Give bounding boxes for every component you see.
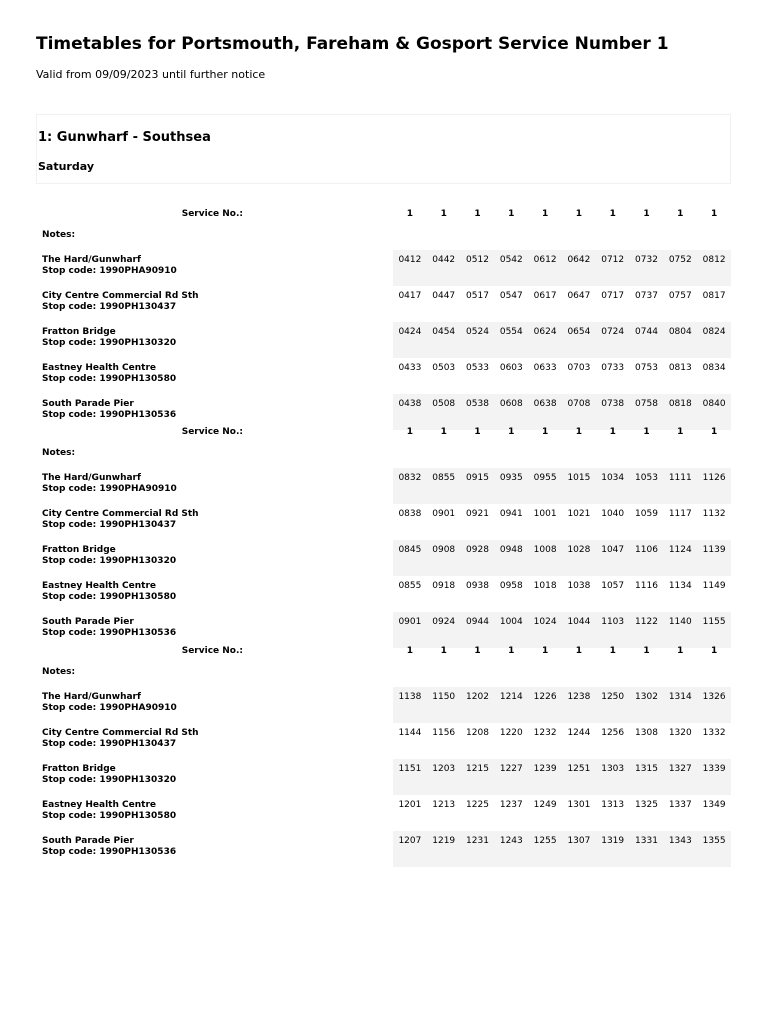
day-label: Saturday xyxy=(38,160,94,173)
departure-time: 0708 xyxy=(562,394,596,430)
departure-time: 0647 xyxy=(562,286,596,322)
departure-time: 0941 xyxy=(494,504,528,540)
departure-time: 1015 xyxy=(562,468,596,504)
departure-time: 1057 xyxy=(596,576,630,612)
departure-time: 1255 xyxy=(528,831,562,867)
stop-cell xyxy=(36,358,393,394)
service-number: 1 xyxy=(440,646,447,656)
departure-time: 1301 xyxy=(562,795,596,831)
departure-time: 0612 xyxy=(528,250,562,286)
stop-code: Stop code: 1990PH130580 xyxy=(42,374,177,384)
stop-name: City Centre Commercial Rd Sth xyxy=(42,509,199,519)
departure-time: 0944 xyxy=(461,612,495,648)
departure-time: 1238 xyxy=(562,687,596,723)
service-number: 1 xyxy=(541,427,549,437)
service-number: 1 xyxy=(406,646,414,656)
departure-time: 0508 xyxy=(427,394,461,430)
departure-time: 1307 xyxy=(562,831,596,867)
departure-time: 1215 xyxy=(461,759,495,795)
service-number: 1 xyxy=(677,646,684,656)
service-number: 1 xyxy=(508,209,515,219)
departure-time: 0818 xyxy=(663,394,697,430)
stop-name: Fratton Bridge xyxy=(42,764,116,774)
stop-name: South Parade Pier xyxy=(42,617,134,627)
departure-time: 1024 xyxy=(528,612,562,648)
stop-code: Stop code: 1990PH130320 xyxy=(42,338,177,348)
departure-time: 0832 xyxy=(393,468,427,504)
stop-code: Stop code: 1990PH130320 xyxy=(42,775,177,785)
departure-time: 0855 xyxy=(427,468,461,504)
stop-name: South Parade Pier xyxy=(42,836,134,846)
stop-name: Fratton Bridge xyxy=(42,327,116,337)
stop-code: Stop code: 1990PH130536 xyxy=(42,847,177,857)
departure-time: 0608 xyxy=(494,394,528,430)
departure-time: 1044 xyxy=(562,612,596,648)
departure-time: 1332 xyxy=(697,723,731,759)
departure-time: 1251 xyxy=(562,759,596,795)
departure-time: 0638 xyxy=(528,394,562,430)
stop-name: Eastney Health Centre xyxy=(42,581,156,591)
stop-cell xyxy=(36,322,393,358)
departure-time: 0538 xyxy=(461,394,495,430)
departure-time: 1207 xyxy=(393,831,427,867)
stop-row xyxy=(36,322,731,358)
stop-row xyxy=(36,394,731,430)
departure-time: 1144 xyxy=(393,723,427,759)
departure-time: 0724 xyxy=(596,322,630,358)
departure-time: 0717 xyxy=(596,286,630,322)
stop-row xyxy=(36,831,731,867)
stop-code: Stop code: 1990PH130437 xyxy=(42,739,177,749)
departure-time: 0547 xyxy=(494,286,528,322)
departure-time: 0424 xyxy=(393,322,427,358)
notes-label: Notes: xyxy=(42,230,76,240)
service-no-label: Service No.: xyxy=(181,209,244,219)
stop-name: Eastney Health Centre xyxy=(42,800,156,810)
notes-row xyxy=(36,667,731,687)
service-number: 1 xyxy=(710,427,718,437)
stop-cell xyxy=(36,576,393,612)
service-number: 1 xyxy=(677,427,684,437)
departure-time: 0838 xyxy=(393,504,427,540)
departure-time: 0958 xyxy=(494,576,528,612)
departure-time: 1213 xyxy=(427,795,461,831)
departure-time: 0901 xyxy=(427,504,461,540)
stop-code: Stop code: 1990PH130437 xyxy=(42,302,177,312)
departure-time: 0824 xyxy=(697,322,731,358)
timetable xyxy=(36,646,731,867)
departure-time: 0417 xyxy=(393,286,427,322)
stop-name: City Centre Commercial Rd Sth xyxy=(42,728,199,738)
departure-time: 0753 xyxy=(630,358,664,394)
departure-time: 0758 xyxy=(630,394,664,430)
departure-time: 0732 xyxy=(630,250,664,286)
notes-label: Notes: xyxy=(42,667,76,677)
timetable xyxy=(36,427,731,648)
departure-time: 0438 xyxy=(393,394,427,430)
departure-time: 1219 xyxy=(427,831,461,867)
departure-time: 1122 xyxy=(630,612,664,648)
stop-code: Stop code: 1990PH130536 xyxy=(42,628,177,638)
stop-row xyxy=(36,358,731,394)
stop-code: Stop code: 1990PH130320 xyxy=(42,556,177,566)
service-number: 1 xyxy=(609,646,616,656)
departure-time: 0703 xyxy=(562,358,596,394)
service-number: 1 xyxy=(440,427,447,437)
departure-time: 0955 xyxy=(528,468,562,504)
service-number: 1 xyxy=(575,209,583,219)
departure-time: 1124 xyxy=(663,540,697,576)
departure-time: 0617 xyxy=(528,286,562,322)
departure-time: 0935 xyxy=(494,468,528,504)
stop-row xyxy=(36,612,731,648)
departure-time: 0752 xyxy=(663,250,697,286)
departure-time: 1232 xyxy=(528,723,562,759)
departure-time: 0454 xyxy=(427,322,461,358)
stop-name: Fratton Bridge xyxy=(42,545,116,555)
departure-time: 1117 xyxy=(663,504,697,540)
stop-name: City Centre Commercial Rd Sth xyxy=(42,291,199,301)
departure-time: 1239 xyxy=(528,759,562,795)
service-number: 1 xyxy=(440,209,447,219)
departure-time: 1139 xyxy=(697,540,731,576)
departure-time: 0624 xyxy=(528,322,562,358)
departure-time: 1355 xyxy=(697,831,731,867)
departure-time: 1028 xyxy=(562,540,596,576)
departure-time: 1220 xyxy=(494,723,528,759)
departure-time: 0433 xyxy=(393,358,427,394)
service-number: 1 xyxy=(474,427,481,437)
departure-time: 0924 xyxy=(427,612,461,648)
departure-time: 0512 xyxy=(461,250,495,286)
departure-time: 1313 xyxy=(596,795,630,831)
route-name: 1: Gunwharf - Southsea xyxy=(38,130,211,145)
stop-code: Stop code: 1990PHA90910 xyxy=(42,484,177,494)
departure-time: 1314 xyxy=(663,687,697,723)
departure-time: 0642 xyxy=(562,250,596,286)
departure-time: 1237 xyxy=(494,795,528,831)
stop-cell xyxy=(36,250,393,286)
stop-cell xyxy=(36,468,393,504)
departure-time: 1106 xyxy=(630,540,664,576)
departure-time: 1021 xyxy=(562,504,596,540)
timetable xyxy=(36,209,731,430)
departure-time: 1227 xyxy=(494,759,528,795)
stop-row xyxy=(36,723,731,759)
departure-time: 1315 xyxy=(630,759,664,795)
departure-time: 0744 xyxy=(630,322,664,358)
departure-time: 1138 xyxy=(393,687,427,723)
departure-time: 0503 xyxy=(427,358,461,394)
stop-code: Stop code: 1990PH130536 xyxy=(42,410,177,420)
departure-time: 1249 xyxy=(528,795,562,831)
service-number: 1 xyxy=(643,646,650,656)
departure-time: 1225 xyxy=(461,795,495,831)
departure-time: 1001 xyxy=(528,504,562,540)
departure-time: 0915 xyxy=(461,468,495,504)
departure-time: 0733 xyxy=(596,358,630,394)
route-header xyxy=(36,114,731,184)
service-number: 1 xyxy=(643,209,650,219)
departure-time: 1150 xyxy=(427,687,461,723)
departure-time: 0524 xyxy=(461,322,495,358)
departure-time: 1132 xyxy=(697,504,731,540)
departure-time: 0542 xyxy=(494,250,528,286)
page-title: Timetables for Portsmouth, Fareham & Gosport Service Number 1 xyxy=(36,34,669,54)
stop-row xyxy=(36,576,731,612)
departure-time: 1208 xyxy=(461,723,495,759)
departure-time: 1231 xyxy=(461,831,495,867)
departure-time: 0845 xyxy=(393,540,427,576)
departure-time: 0712 xyxy=(596,250,630,286)
departure-time: 1244 xyxy=(562,723,596,759)
departure-time: 1111 xyxy=(663,468,697,504)
stop-name: The Hard/Gunwharf xyxy=(42,692,141,702)
departure-time: 1116 xyxy=(630,576,664,612)
departure-time: 0654 xyxy=(562,322,596,358)
stop-cell xyxy=(36,540,393,576)
departure-time: 1004 xyxy=(494,612,528,648)
departure-time: 1018 xyxy=(528,576,562,612)
departure-time: 0738 xyxy=(596,394,630,430)
stop-code: Stop code: 1990PH130580 xyxy=(42,811,177,821)
departure-time: 0901 xyxy=(393,612,427,648)
departure-time: 0813 xyxy=(663,358,697,394)
stop-row xyxy=(36,795,731,831)
departure-time: 0812 xyxy=(697,250,731,286)
service-number: 1 xyxy=(406,209,414,219)
departure-time: 1059 xyxy=(630,504,664,540)
departure-time: 1343 xyxy=(663,831,697,867)
validity-notice: Valid from 09/09/2023 until further notice xyxy=(36,68,266,81)
service-no-label: Service No.: xyxy=(181,646,244,656)
notes-label: Notes: xyxy=(42,448,76,458)
stop-code: Stop code: 1990PH130580 xyxy=(42,592,177,602)
departure-time: 1203 xyxy=(427,759,461,795)
service-number-row xyxy=(36,646,731,667)
departure-time: 0928 xyxy=(461,540,495,576)
service-number: 1 xyxy=(710,209,718,219)
departure-time: 1302 xyxy=(630,687,664,723)
departure-time: 0603 xyxy=(494,358,528,394)
service-number: 1 xyxy=(508,646,515,656)
stop-cell xyxy=(36,831,393,867)
stop-name: South Parade Pier xyxy=(42,399,134,409)
departure-time: 1201 xyxy=(393,795,427,831)
stop-row xyxy=(36,504,731,540)
departure-time: 1156 xyxy=(427,723,461,759)
departure-time: 1325 xyxy=(630,795,664,831)
service-number: 1 xyxy=(508,427,515,437)
departure-time: 1226 xyxy=(528,687,562,723)
service-number: 1 xyxy=(406,427,414,437)
stop-cell xyxy=(36,759,393,795)
departure-time: 0855 xyxy=(393,576,427,612)
stop-cell xyxy=(36,723,393,759)
departure-time: 1047 xyxy=(596,540,630,576)
notes-row xyxy=(36,230,731,250)
stop-row xyxy=(36,286,731,322)
departure-time: 0533 xyxy=(461,358,495,394)
departure-time: 0834 xyxy=(697,358,731,394)
departure-time: 1140 xyxy=(663,612,697,648)
service-number: 1 xyxy=(575,646,583,656)
departure-time: 0817 xyxy=(697,286,731,322)
departure-time: 1349 xyxy=(697,795,731,831)
service-number: 1 xyxy=(643,427,650,437)
departure-time: 0757 xyxy=(663,286,697,322)
stop-row xyxy=(36,540,731,576)
service-number-row xyxy=(36,209,731,230)
stop-code: Stop code: 1990PHA90910 xyxy=(42,266,177,276)
departure-time: 0908 xyxy=(427,540,461,576)
stop-cell xyxy=(36,795,393,831)
departure-time: 1339 xyxy=(697,759,731,795)
departure-time: 0447 xyxy=(427,286,461,322)
departure-time: 0840 xyxy=(697,394,731,430)
departure-time: 0921 xyxy=(461,504,495,540)
stop-name: The Hard/Gunwharf xyxy=(42,255,141,265)
departure-time: 1243 xyxy=(494,831,528,867)
departure-time: 1326 xyxy=(697,687,731,723)
service-number: 1 xyxy=(710,646,718,656)
departure-time: 1040 xyxy=(596,504,630,540)
departure-time: 1034 xyxy=(596,468,630,504)
departure-time: 1202 xyxy=(461,687,495,723)
departure-time: 1155 xyxy=(697,612,731,648)
departure-time: 1337 xyxy=(663,795,697,831)
service-number: 1 xyxy=(474,209,481,219)
departure-time: 0948 xyxy=(494,540,528,576)
stop-cell xyxy=(36,286,393,322)
departure-time: 1134 xyxy=(663,576,697,612)
departure-time: 1149 xyxy=(697,576,731,612)
departure-time: 1303 xyxy=(596,759,630,795)
departure-time: 1151 xyxy=(393,759,427,795)
stop-code: Stop code: 1990PHA90910 xyxy=(42,703,177,713)
notes-row xyxy=(36,448,731,468)
service-no-label: Service No.: xyxy=(181,427,244,437)
stop-cell xyxy=(36,394,393,430)
stop-cell xyxy=(36,504,393,540)
service-number: 1 xyxy=(609,209,616,219)
departure-time: 0633 xyxy=(528,358,562,394)
stop-code: Stop code: 1990PH130437 xyxy=(42,520,177,530)
departure-time: 1126 xyxy=(697,468,731,504)
stop-cell xyxy=(36,612,393,648)
stop-row xyxy=(36,759,731,795)
departure-time: 1319 xyxy=(596,831,630,867)
departure-time: 1038 xyxy=(562,576,596,612)
service-number: 1 xyxy=(474,646,481,656)
departure-time: 1308 xyxy=(630,723,664,759)
service-number: 1 xyxy=(541,646,549,656)
stop-row xyxy=(36,468,731,504)
departure-time: 0517 xyxy=(461,286,495,322)
stop-cell xyxy=(36,687,393,723)
departure-time: 0554 xyxy=(494,322,528,358)
stop-name: The Hard/Gunwharf xyxy=(42,473,141,483)
departure-time: 0737 xyxy=(630,286,664,322)
departure-time: 1327 xyxy=(663,759,697,795)
departure-time: 0442 xyxy=(427,250,461,286)
service-number: 1 xyxy=(609,427,616,437)
departure-time: 0412 xyxy=(393,250,427,286)
service-number: 1 xyxy=(575,427,583,437)
departure-time: 1103 xyxy=(596,612,630,648)
service-number: 1 xyxy=(677,209,684,219)
departure-time: 1214 xyxy=(494,687,528,723)
departure-time: 1256 xyxy=(596,723,630,759)
service-number: 1 xyxy=(541,209,549,219)
service-number-row xyxy=(36,427,731,448)
departure-time: 0938 xyxy=(461,576,495,612)
stop-row xyxy=(36,250,731,286)
stop-name: Eastney Health Centre xyxy=(42,363,156,373)
departure-time: 1053 xyxy=(630,468,664,504)
departure-time: 0918 xyxy=(427,576,461,612)
departure-time: 1250 xyxy=(596,687,630,723)
stop-row xyxy=(36,687,731,723)
departure-time: 1008 xyxy=(528,540,562,576)
departure-time: 0804 xyxy=(663,322,697,358)
departure-time: 1320 xyxy=(663,723,697,759)
departure-time: 1331 xyxy=(630,831,664,867)
